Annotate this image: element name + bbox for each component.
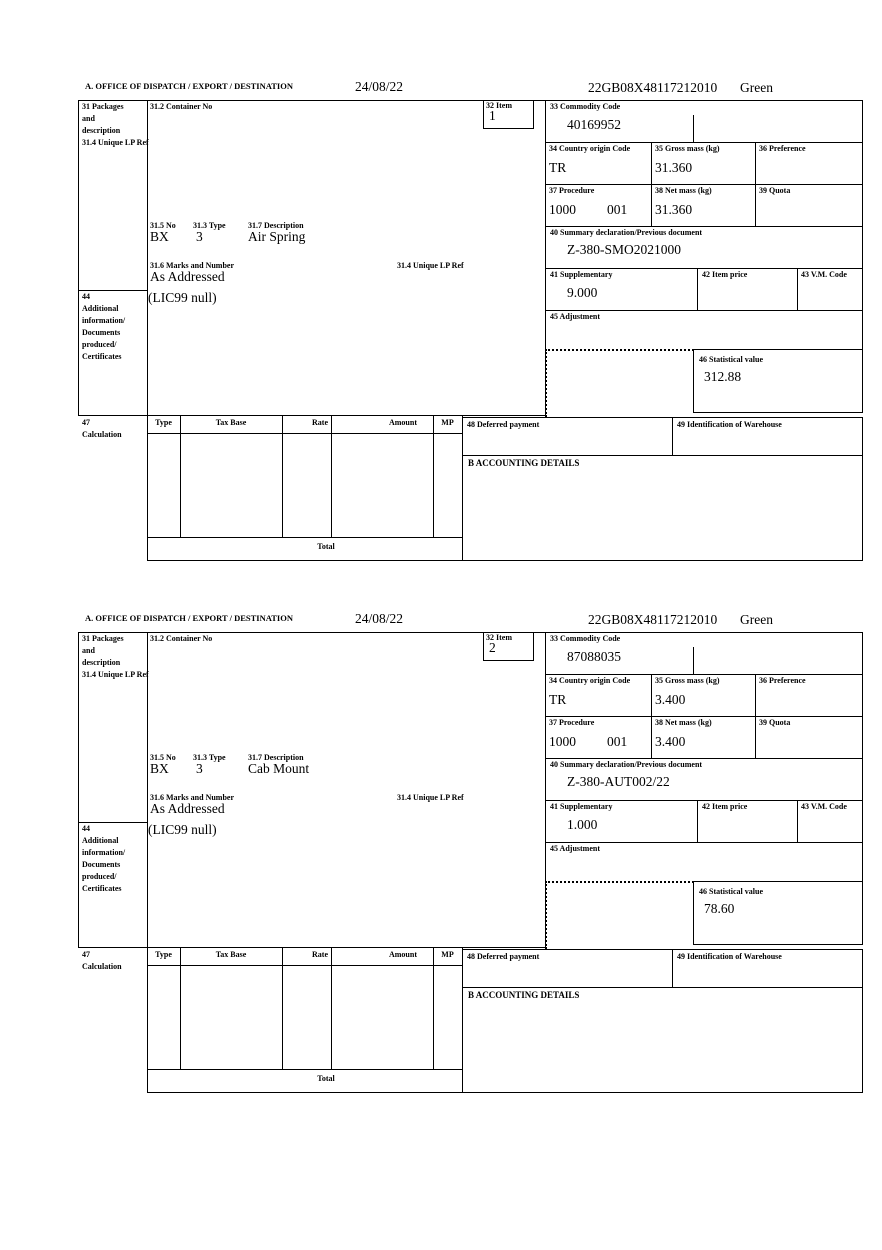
office-of-dispatch-label: A. OFFICE OF DISPATCH / EXPORT / DESTINATION <box>85 81 293 91</box>
packages-no-label: 31.5 No <box>150 221 176 230</box>
declaration-date: 24/08/22 <box>355 79 404 94</box>
origin-value: TR <box>549 692 567 707</box>
declaration-item-section <box>0 78 882 570</box>
box44-label: produced/ <box>82 340 117 349</box>
deferred-payment-label: 48 Deferred payment <box>467 952 540 961</box>
commodity-code-divider <box>693 115 694 142</box>
procedure-value: 1000 <box>549 734 576 749</box>
packages-type-label: 31.3 Type <box>193 753 226 762</box>
accounting-details-label: B ACCOUNTING DETAILS <box>468 458 580 468</box>
box31-label: 31.4 Unique LP Ref <box>82 670 149 679</box>
commodity-code-value: 40169952 <box>567 117 621 132</box>
procedure-label: 37 Procedure <box>549 718 595 727</box>
net-mass-value: 31.360 <box>655 202 693 217</box>
goods-description-value: Air Spring <box>248 229 306 244</box>
adjustment-dotted-area <box>545 881 694 949</box>
statistical-value-label: 46 Statistical value <box>699 355 763 364</box>
preference-label: 36 Preference <box>759 144 806 153</box>
box44-label: Documents <box>82 328 121 337</box>
net-mass-value: 3.400 <box>655 734 686 749</box>
mrn-reference: 22GB08X48117212010 <box>588 80 718 95</box>
box31-label: and <box>82 114 95 123</box>
item-price-label: 42 Item price <box>702 802 748 811</box>
gross-mass-label: 35 Gross mass (kg) <box>655 144 720 153</box>
box31-label: 31.4 Unique LP Ref <box>82 138 149 147</box>
marks-label: 31.6 Marks and Number <box>150 261 235 270</box>
packages-no-value: BX <box>150 761 169 776</box>
statistical-value: 312.88 <box>704 369 742 384</box>
tax-col-type-header: Type <box>155 950 172 959</box>
net-mass-label: 38 Net mass (kg) <box>655 186 712 195</box>
declaration-item-section <box>0 610 882 1102</box>
adjustment-dotted-area <box>545 349 694 417</box>
routing-status: Green <box>740 80 773 95</box>
additional-information-value: (LIC99 null) <box>148 290 217 305</box>
box44-label: Certificates <box>82 884 122 893</box>
vm-code-label: 43 V.M. Code <box>801 270 847 279</box>
container-no-label: 31.2 Container No <box>150 634 213 643</box>
box31-label: description <box>82 658 121 667</box>
statistical-value-label: 46 Statistical value <box>699 887 763 896</box>
box-31-description-area <box>147 100 546 416</box>
box47-label: Calculation <box>82 962 122 971</box>
box44-label: Certificates <box>82 352 122 361</box>
box44-label: 44 <box>82 292 90 301</box>
tax-total-label: Total <box>317 1074 335 1083</box>
procedure-value: 1000 <box>549 202 576 217</box>
tax-col-rate-header: Rate <box>312 418 328 427</box>
procedure-ext-value: 001 <box>607 734 628 749</box>
preference-label: 36 Preference <box>759 676 806 685</box>
box44-label: produced/ <box>82 872 117 881</box>
net-mass-label: 38 Net mass (kg) <box>655 718 712 727</box>
tax-col-amount-header: Amount <box>388 950 417 959</box>
gross-mass-value: 31.360 <box>655 160 693 175</box>
commodity-code-label: 33 Commodity Code <box>550 102 621 111</box>
goods-description-value: Cab Mount <box>248 761 310 776</box>
marks-label: 31.6 Marks and Number <box>150 793 235 802</box>
item-label: 32 Item <box>486 633 512 642</box>
tax-col-mp-header: MP <box>441 950 454 959</box>
tax-total-label: Total <box>317 542 335 551</box>
box47-label: 47 <box>82 418 90 427</box>
deferred-payment-label: 48 Deferred payment <box>467 420 540 429</box>
quota-label: 39 Quota <box>759 186 791 195</box>
procedure-ext-value: 001 <box>607 202 628 217</box>
tax-table-header-rule <box>147 965 463 966</box>
supplementary-value: 9.000 <box>567 285 598 300</box>
declaration-date: 24/08/22 <box>355 611 404 626</box>
commodity-code-label: 33 Commodity Code <box>550 634 621 643</box>
item-number: 2 <box>489 640 496 655</box>
statistical-value: 78.60 <box>704 901 735 916</box>
tax-col-taxbase-header: Tax Base <box>215 950 247 959</box>
unique-lp-ref-label: 31.4 Unique LP Ref <box>397 261 464 270</box>
adjustment-label: 45 Adjustment <box>550 844 601 853</box>
tax-col-amount-header: Amount <box>388 418 417 427</box>
tax-col-mp-header: MP <box>441 418 454 427</box>
description-label: 31.7 Description <box>248 753 304 762</box>
box31-label: 31 Packages <box>82 102 124 111</box>
item-price-label: 42 Item price <box>702 270 748 279</box>
tax-col-rate-header: Rate <box>312 950 328 959</box>
mrn-reference: 22GB08X48117212010 <box>588 612 718 627</box>
tax-col-taxbase-header: Tax Base <box>215 418 247 427</box>
item-number: 1 <box>489 108 496 123</box>
origin-label: 34 Country origin Code <box>549 144 631 153</box>
gross-mass-value: 3.400 <box>655 692 686 707</box>
box-b-accounting <box>462 987 863 1093</box>
office-of-dispatch-label: A. OFFICE OF DISPATCH / EXPORT / DESTINATION <box>85 613 293 623</box>
previous-document-value: Z-380-AUT002/22 <box>567 774 670 789</box>
box44-label: Additional <box>82 304 119 313</box>
box44-label: Additional <box>82 836 119 845</box>
supplementary-label: 41 Supplementary <box>550 802 613 811</box>
origin-value: TR <box>549 160 567 175</box>
vm-code-label: 43 V.M. Code <box>801 802 847 811</box>
box44-label: 44 <box>82 824 90 833</box>
warehouse-label: 49 Identification of Warehouse <box>677 420 782 429</box>
routing-status: Green <box>740 612 773 627</box>
warehouse-label: 49 Identification of Warehouse <box>677 952 782 961</box>
description-label: 31.7 Description <box>248 221 304 230</box>
box-b-accounting <box>462 455 863 561</box>
tax-table-header-rule <box>147 433 463 434</box>
item-label: 32 Item <box>486 101 512 110</box>
box44-label: information/ <box>82 848 126 857</box>
gross-mass-label: 35 Gross mass (kg) <box>655 676 720 685</box>
previous-document-label: 40 Summary declaration/Previous document <box>550 760 703 769</box>
box31-label: 31 Packages <box>82 634 124 643</box>
previous-document-label: 40 Summary declaration/Previous document <box>550 228 703 237</box>
packages-type-value: 3 <box>196 761 203 776</box>
unique-lp-ref-label: 31.4 Unique LP Ref <box>397 793 464 802</box>
box31-label: and <box>82 646 95 655</box>
packages-type-value: 3 <box>196 229 203 244</box>
box44-label: Documents <box>82 860 121 869</box>
origin-label: 34 Country origin Code <box>549 676 631 685</box>
commodity-code-value: 87088035 <box>567 649 621 664</box>
tax-col-type-header: Type <box>155 418 172 427</box>
marks-value: As Addressed <box>150 269 225 284</box>
accounting-details-label: B ACCOUNTING DETAILS <box>468 990 580 1000</box>
container-no-label: 31.2 Container No <box>150 102 213 111</box>
commodity-code-divider <box>693 647 694 674</box>
box31-label: description <box>82 126 121 135</box>
supplementary-value: 1.000 <box>567 817 598 832</box>
packages-no-value: BX <box>150 229 169 244</box>
box-31-description-area <box>147 632 546 948</box>
marks-value: As Addressed <box>150 801 225 816</box>
packages-type-label: 31.3 Type <box>193 221 226 230</box>
box47-label: Calculation <box>82 430 122 439</box>
previous-document-value: Z-380-SMO2021000 <box>567 242 681 257</box>
procedure-label: 37 Procedure <box>549 186 595 195</box>
additional-information-value: (LIC99 null) <box>148 822 217 837</box>
box47-label: 47 <box>82 950 90 959</box>
box44-label: information/ <box>82 316 126 325</box>
packages-no-label: 31.5 No <box>150 753 176 762</box>
adjustment-label: 45 Adjustment <box>550 312 601 321</box>
quota-label: 39 Quota <box>759 718 791 727</box>
supplementary-label: 41 Supplementary <box>550 270 613 279</box>
